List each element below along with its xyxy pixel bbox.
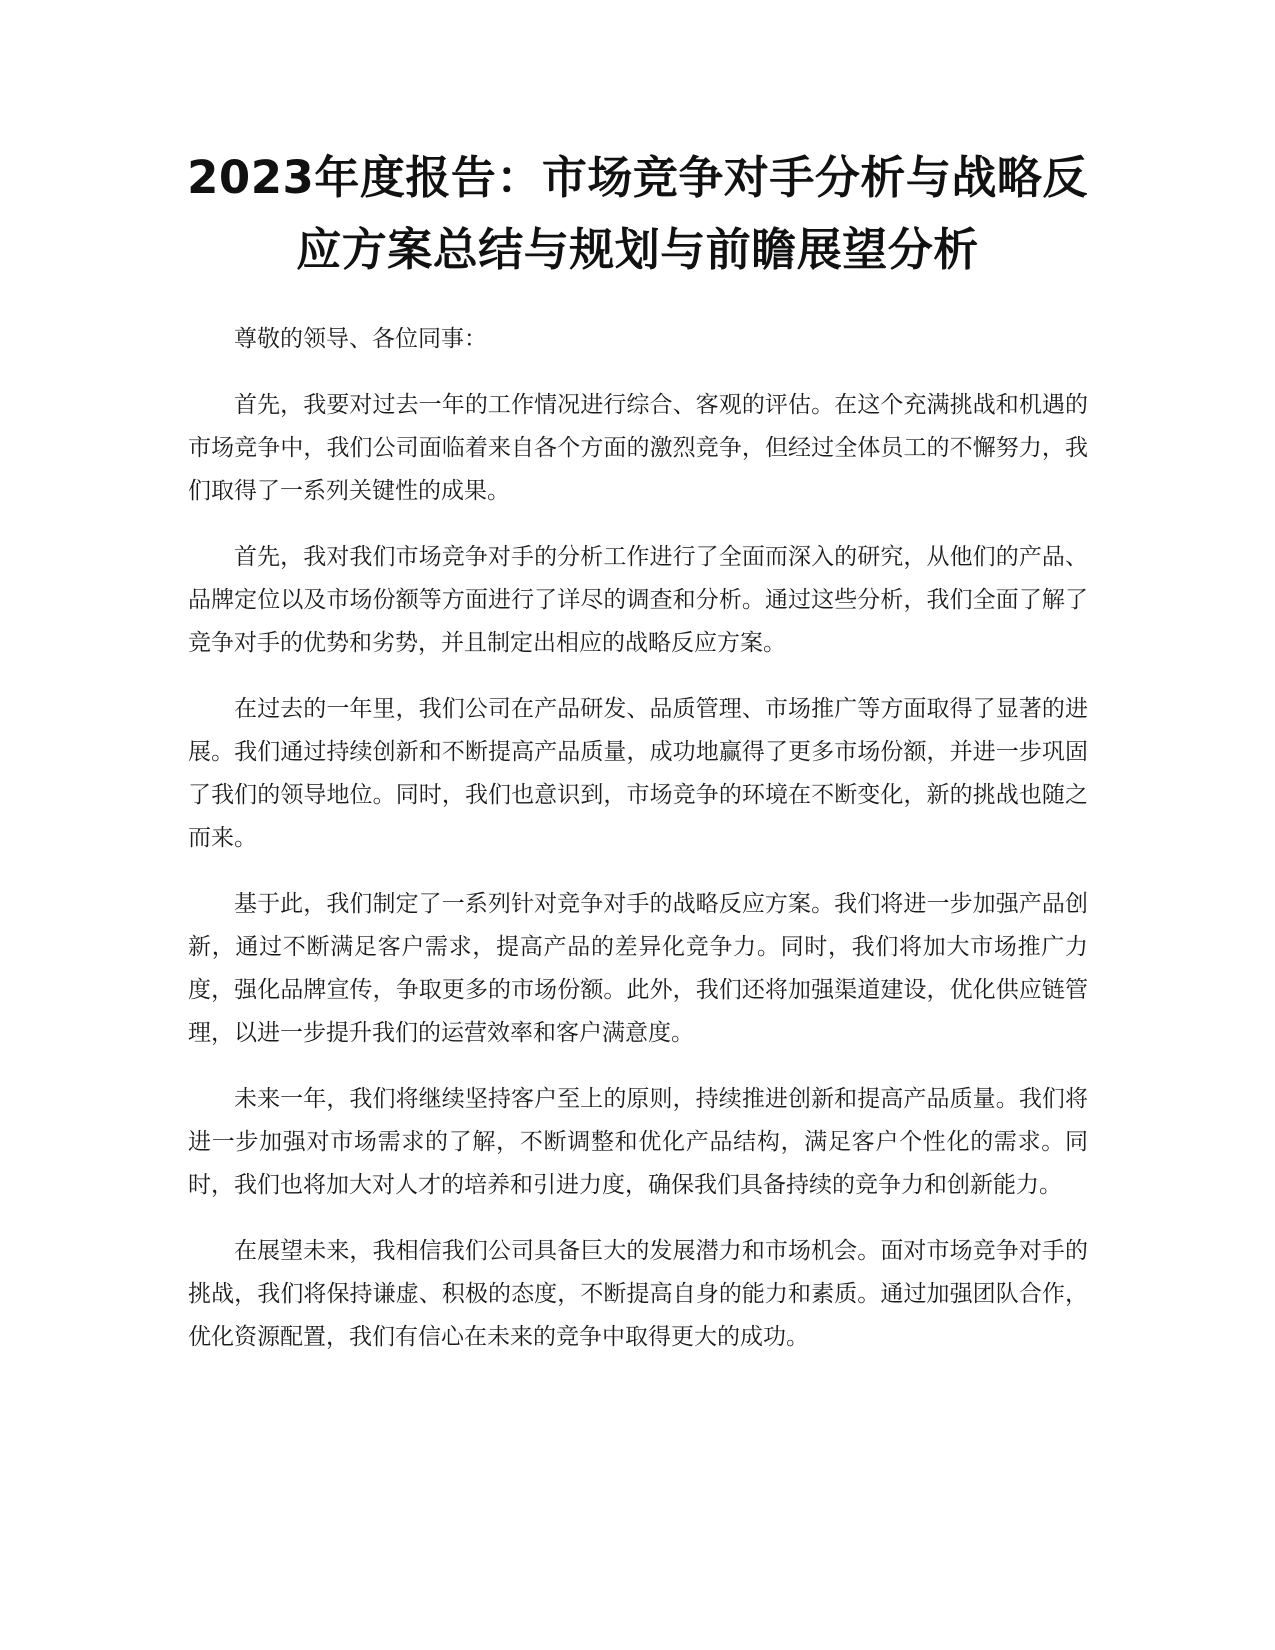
paragraph-1: 首先，我要对过去一年的工作情况进行综合、客观的评估。在这个充满挑战和机遇的市场竞争中，我们公司面临着来自各个方面的激烈竞争，但经过全体员工的不懈努力，我们取得了一系列关键性的成果。 [188, 392, 1088, 504]
paragraph-2: 首先，我对我们市场竞争对手的分析工作进行了全面而深入的研究，从他们的产品、品牌定位以及市场份额等方面进行了详尽的调查和分析。通过这些分析，我们全面了解了竞争对手的优势和劣势，并且制定出相应的战略反应方案。 [188, 544, 1088, 656]
paragraph-4: 基于此，我们制定了一系列针对竞争对手的战略反应方案。我们将进一步加强产品创新，通过不断满足客户需求，提高产品的差异化竞争力。同时，我们将加大市场推广力度，强化品牌宣传，争取更多的市场份额。此外，我们还将加强渠道建设，优化供应链管理，以进一步提升我们的运营效率和客户满意度。 [188, 891, 1088, 1046]
document-body [188, 318, 1088, 1382]
document-title [150, 142, 1125, 286]
title-line-1: 2023年度报告：市场竞争对手分析与战略反 [187, 151, 1088, 204]
paragraph-3: 在过去的一年里，我们公司在产品研发、品质管理、市场推广等方面取得了显著的进展。我们通过持续创新和不断提高产品质量，成功地赢得了更多市场份额，并进一步巩固了我们的领导地位。同时，我们也意识到，市场竞争的环境在不断变化，新的挑战也随之而来。 [188, 696, 1088, 851]
paragraph-6: 在展望未来，我相信我们公司具备巨大的发展潜力和市场机会。面对市场竞争对手的挑战，我们将保持谦虚、积极的态度，不断提高自身的能力和素质。通过加强团队合作，优化资源配置，我们有信心在未来的竞争中取得更大的成功。 [188, 1238, 1088, 1350]
salutation: 尊敬的领导、各位同事： [234, 326, 487, 352]
title-line-2: 应方案总结与规划与前瞻展望分析 [296, 223, 979, 276]
paragraph-5: 未来一年，我们将继续坚持客户至上的原则，持续推进创新和提高产品质量。我们将进一步加强对市场需求的了解，不断调整和优化产品结构，满足客户个性化的需求。同时，我们也将加大对人才的培养和引进力度，确保我们具备持续的竞争力和创新能力。 [188, 1086, 1088, 1198]
